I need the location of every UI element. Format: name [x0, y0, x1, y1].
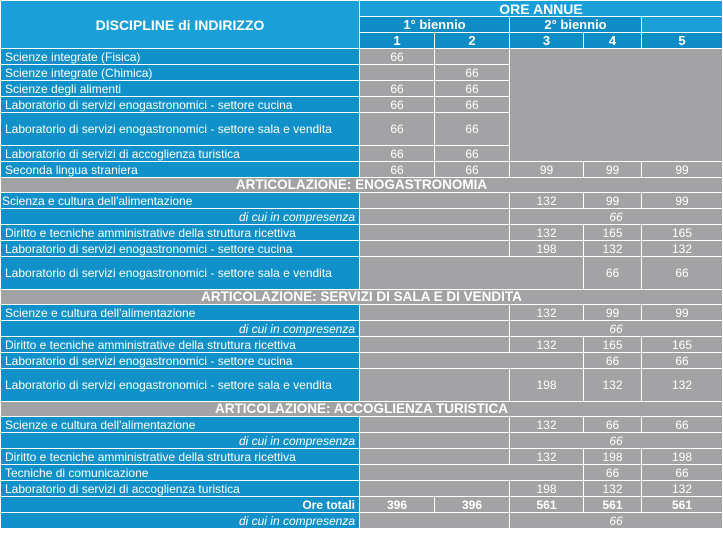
year-5-header: 5 — [642, 33, 723, 49]
hours-cell: 66 — [360, 146, 435, 162]
biennio1-header: 1° biennio — [360, 17, 510, 33]
empty-block — [360, 417, 510, 433]
table-row — [1, 321, 723, 337]
hours-cell: 198 — [510, 369, 584, 402]
subject-label: Laboratorio di servizi enogastronomici - settore sala e vendita — [1, 369, 360, 402]
hours-cell: 66 — [642, 465, 723, 481]
hours-cell: 132 — [510, 417, 584, 433]
hours-cell: 132 — [584, 481, 642, 497]
hours-cell: 132 — [584, 241, 642, 257]
hours-cell: 66 — [584, 417, 642, 433]
table-row — [1, 481, 723, 497]
subject-label: Scienza e cultura dell'alimentazione — [1, 193, 360, 209]
hours-cell: 66 — [435, 65, 510, 81]
hours-cell: 99 — [642, 162, 723, 178]
table-row — [1, 305, 723, 321]
subject-label: Seconda lingua straniera — [1, 162, 360, 178]
subject-label: Scienze integrate (Chimica) — [1, 65, 360, 81]
compresenza-value: 66 — [510, 209, 723, 225]
hours-cell: 66 — [435, 146, 510, 162]
hours-cell: 66 — [435, 113, 510, 146]
totals-label: Ore totali — [1, 497, 360, 513]
hours-cell: 132 — [510, 449, 584, 465]
subject-label: Scienze e cultura dell'alimentazione — [1, 305, 360, 321]
hours-cell: 198 — [642, 449, 723, 465]
header-blank — [642, 17, 723, 33]
compresenza-value: 66 — [510, 433, 723, 449]
empty-block — [360, 321, 510, 337]
hours-cell: 132 — [584, 369, 642, 402]
table-row — [1, 209, 723, 225]
table-row — [1, 241, 723, 257]
hours-cell: 66 — [360, 113, 435, 146]
empty-block — [360, 337, 510, 353]
compresenza-value: 66 — [510, 513, 723, 529]
subject-label: Laboratorio di servizi di accoglienza turistica — [1, 146, 360, 162]
hours-cell: 66 — [360, 81, 435, 97]
total-cell: 561 — [584, 497, 642, 513]
year-2-header: 2 — [435, 33, 510, 49]
empty-block — [360, 209, 510, 225]
hours-cell: 66 — [584, 465, 642, 481]
hours-cell: 66 — [435, 97, 510, 113]
subject-label: Laboratorio di servizi enogastronomici - settore cucina — [1, 97, 360, 113]
hours-cell: 99 — [584, 193, 642, 209]
compresenza-value: 66 — [510, 321, 723, 337]
hours-cell — [360, 65, 435, 81]
subject-label: Diritto e tecniche amministrative della struttura ricettiva — [1, 449, 360, 465]
subject-label: Laboratorio di servizi enogastronomici - settore cucina — [1, 241, 360, 257]
hours-cell: 99 — [584, 162, 642, 178]
totals-compresenza-row — [1, 513, 723, 529]
total-cell: 396 — [435, 497, 510, 513]
hours-cell: 99 — [584, 305, 642, 321]
section-accoglienza: ARTICOLAZIONE: ACCOGLIENZA TURISTICA — [1, 402, 723, 417]
hours-cell: 132 — [510, 305, 584, 321]
subject-label: Diritto e tecniche amministrative della struttura ricettiva — [1, 225, 360, 241]
table-row — [1, 225, 723, 241]
year-3-header: 3 — [510, 33, 584, 49]
total-cell: 561 — [642, 497, 723, 513]
compresenza-label: di cui in compresenza — [1, 513, 360, 529]
subject-label: Laboratorio di servizi enogastronomici - settore sala e vendita — [1, 113, 360, 146]
hours-cell: 132 — [642, 241, 723, 257]
compresenza-label: di cui in compresenza — [1, 209, 360, 225]
table-row — [1, 369, 723, 402]
hours-cell: 198 — [584, 449, 642, 465]
empty-block — [360, 481, 510, 497]
hours-cell: 165 — [584, 225, 642, 241]
hours-cell: 66 — [584, 257, 642, 290]
table-row — [1, 257, 723, 290]
empty-block — [360, 225, 510, 241]
disciplines-header: DISCIPLINE di INDIRIZZO — [1, 1, 360, 49]
empty-block — [360, 193, 510, 209]
total-cell: 396 — [360, 497, 435, 513]
empty-block — [360, 353, 584, 369]
subject-label: Scienze integrate (Fisica) — [1, 49, 360, 65]
empty-block — [360, 449, 510, 465]
year-4-header: 4 — [584, 33, 642, 49]
hours-cell: 99 — [642, 305, 723, 321]
table-row — [1, 417, 723, 433]
subject-label: Scienze degli alimenti — [1, 81, 360, 97]
empty-block — [360, 257, 584, 290]
table-row — [1, 162, 723, 178]
hours-cell: 165 — [642, 225, 723, 241]
empty-block — [360, 513, 510, 529]
hours-cell: 132 — [510, 225, 584, 241]
hours-cell: 66 — [360, 97, 435, 113]
table-row — [1, 465, 723, 481]
section-enogastronomia: ARTICOLAZIONE: ENOGASTRONOMIA — [1, 178, 723, 193]
empty-block — [360, 369, 510, 402]
table-row — [1, 353, 723, 369]
biennio2-header: 2° biennio — [510, 17, 642, 33]
empty-block — [360, 241, 510, 257]
hours-cell: 165 — [642, 337, 723, 353]
hours-cell: 66 — [435, 162, 510, 178]
hours-cell: 132 — [510, 193, 584, 209]
hours-cell: 132 — [510, 337, 584, 353]
section-sala-vendita: ARTICOLAZIONE: SERVIZI DI SALA E DI VENDITA — [1, 290, 723, 305]
hours-cell: 66 — [642, 417, 723, 433]
hours-cell: 132 — [642, 369, 723, 402]
table-row — [1, 49, 723, 65]
hours-cell: 66 — [360, 162, 435, 178]
hours-cell: 99 — [642, 193, 723, 209]
hours-cell: 66 — [435, 81, 510, 97]
hours-cell — [435, 49, 510, 65]
subject-label: Scienze e cultura dell'alimentazione — [1, 417, 360, 433]
table-row — [1, 337, 723, 353]
hours-cell: 66 — [360, 49, 435, 65]
table-row — [1, 433, 723, 449]
compresenza-label: di cui in compresenza — [1, 321, 360, 337]
empty-block — [510, 49, 723, 162]
hours-cell: 66 — [642, 257, 723, 290]
empty-block — [360, 465, 584, 481]
compresenza-label: di cui in compresenza — [1, 433, 360, 449]
hours-cell: 66 — [584, 353, 642, 369]
subject-label: Laboratorio di servizi enogastronomici - settore sala e vendita — [1, 257, 360, 290]
total-cell: 561 — [510, 497, 584, 513]
hours-cell: 66 — [642, 353, 723, 369]
table-row — [1, 193, 723, 209]
hours-cell: 132 — [642, 481, 723, 497]
year-1-header: 1 — [360, 33, 435, 49]
subject-label: Tecniche di comunicazione — [1, 465, 360, 481]
subject-label: Diritto e tecniche amministrative della struttura ricettiva — [1, 337, 360, 353]
hours-cell: 198 — [510, 241, 584, 257]
hours-cell: 99 — [510, 162, 584, 178]
subject-label: Laboratorio di servizi di accoglienza turistica — [1, 481, 360, 497]
ore-annue-header: ORE ANNUE — [360, 1, 723, 17]
hours-cell: 198 — [510, 481, 584, 497]
hours-cell: 165 — [584, 337, 642, 353]
table-row — [1, 449, 723, 465]
empty-block — [360, 433, 510, 449]
empty-block — [360, 305, 510, 321]
totals-row — [1, 497, 723, 513]
subject-label: Laboratorio di servizi enogastronomici - settore cucina — [1, 353, 360, 369]
